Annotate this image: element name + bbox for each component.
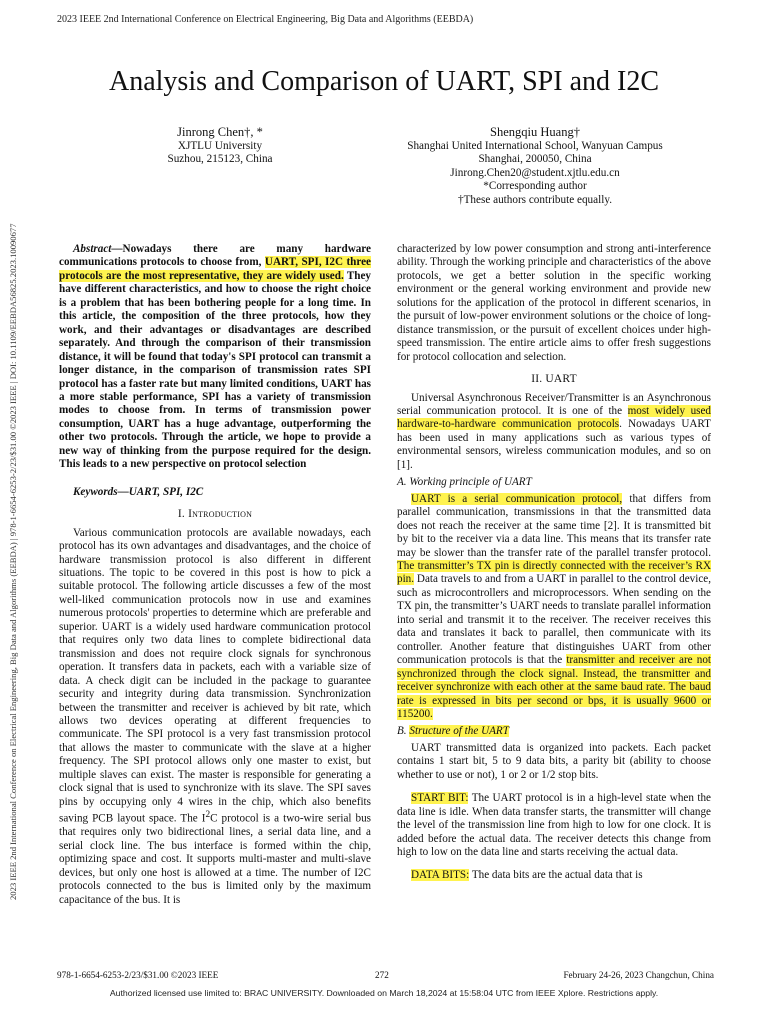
author-email: Jinrong.Chen20@student.xjtlu.edu.cn <box>450 166 620 179</box>
page-number: 272 <box>375 970 389 980</box>
paragraph-text: The UART protocol is in a high-level state when the data line is idle. When data transfer starts, the transmitter will change the level of the transmission line from high to low for one clock. It is added before the actual data. The receiver detects this change from high to low on the data line and starts receiving the actual data. <box>397 792 711 859</box>
author-address: Shanghai, 200050, China <box>478 153 592 166</box>
left-column <box>59 243 371 907</box>
author-block-1 <box>120 126 320 167</box>
working-principle-paragraph <box>397 493 711 722</box>
introduction-paragraph <box>59 527 371 907</box>
section-heading-uart: II. UART <box>531 373 577 386</box>
subsection-heading-structure <box>397 725 711 738</box>
highlight: The transmitter’s TX pin is directly connected with the receiver’s RX pin. <box>397 559 711 586</box>
author-affiliation: Shanghai United International School, Wanyuan Campus <box>407 139 663 152</box>
author-name: Shengqiu Huang† <box>490 125 580 139</box>
structure-paragraph: UART transmitted data is organized into packets. Each packet contains 1 start bit, 5 to 9 data bits, a parity bit (ability to choose whether to use or not), 1 or 2 or 1/2 stop bits. <box>397 741 711 781</box>
footer-isbn: 978-1-6654-6253-2/23/$31.00 ©2023 IEEE <box>57 970 219 980</box>
author-affiliation: XJTLU University <box>177 139 263 152</box>
highlight: UART is a serial communication protocol, <box>411 492 623 505</box>
right-column <box>397 243 711 883</box>
author-block-2 <box>390 126 680 208</box>
introduction-continuation: characterized by low power consumption and strong anti-interference ability. Through the working principle and characteristics of the above protocols, we get a better solution in the specific working environment or the general working environment and provide new solutions for the application of the protocol in different scenarios, in the pursuit of low-power environment solutions or the choice of long-distance transmission, or the pursuit of excellent choices under high-speed transmission. The entire article aims to offer fresh suggestions for protocol collocation and selection. <box>397 243 711 363</box>
data-bits-label: DATA BITS: <box>411 869 470 882</box>
paragraph-text: The data bits are the actual data that is <box>469 869 643 882</box>
paper-title: Analysis and Comparison of UART, SPI and I2C <box>109 66 659 97</box>
paragraph-text: Various communication protocols are available nowadays, each protocol has its own advantages and disadvantages, and the choice of hardware transmission protocol is also different in different situations. The topic to be covered in this post is how to pick a suitable protocol. The following article discusses a few of the most well-liked communication protocols now in use and examines numerous protocols' properties to determine which are preferable and superior. UART is a widely used hardware communication protocol that requires only two data lines to complete bidirectional data transmission and does not require clock signals for synchronous operation. It transfers data in packets, each with a variable size of data. A check digit can be included in the package to guarantee security and integrity during data transmission. Synchronization between the transmitter and receiver is achieved by bit rate, which allows two devices operating at different frequencies to communicate. The SPI protocol is a very fast transmission protocol that allows the master to communicate with the slave at a higher frequency. The SPI protocol allows only one master to exist, but multiple slaves can exist. The master is responsible for generating a clock signal that is used to synchronize with its slave. The SPI saves pins by occupying only 4 wires in the chip, which also benefits saving PCB layout space. The I <box>59 526 371 825</box>
equal-contribution-note: †These authors contribute equally. <box>458 193 612 206</box>
uart-paragraph <box>397 392 711 473</box>
data-bits-paragraph <box>397 869 711 882</box>
start-bit-label: START BIT: <box>411 792 469 805</box>
author-address: Suzhou, 215123, China <box>167 153 273 166</box>
abstract-text: They have different characteristics, and how to choose the right choice is a problem that has been bothering people for a long time. In this article, the composition of the three protocols, how they work, and their advantages or disadvantages are described separately. And through the comparison of their transmission distance, it will be found that today's SPI protocol can transmit a longer distance, in the comparison of transmission rates SPI protocol has a faster rate but many limited conditions, UART has a more stable performance, SPI has a variety of transmission modes to choose from. In terms of transmission power consumption, UART has a huge advantage, outperforming the other two protocols. Through the article, we hope to provide a new way of thinking from the purpose required for the design. This leads to a new perspective on protocol selection <box>59 269 371 471</box>
abstract-text: Nowadays there are many hardware communications protocols to choose from, <box>59 243 371 269</box>
paragraph-text: Data travels to and from a UART in parallel to the control device, such as microcontrollers and microprocessors. When sending on the TX pin, the transmitter’s UART needs to translate parallel information into serial and transmit it to the receiver. The receiver receives this data and translates it back to parallel, then communicate with its controller. Another feature that distinguishes UART from other communication protocols is that the <box>397 573 711 667</box>
subsection-prefix: B. <box>397 725 410 738</box>
doi-sidebar <box>8 120 20 900</box>
start-bit-paragraph <box>397 792 711 859</box>
footer-date-location: February 24-26, 2023 Changchun, China <box>563 970 714 980</box>
doi-sidebar-text: 2023 IEEE 2nd International Conference on Electrical Engineering, Big Data and Algorithms (EEBDA) | 978-1-6654-6253-2/23/$31.00 ©2023 IEEE | DOI: 10.1109/EEBDA56825.2023.10090677 <box>8 223 18 900</box>
keywords: Keywords—UART, SPI, I2C <box>73 485 204 498</box>
highlight: most widely used hardware-to-hardware communication protocols <box>397 404 711 431</box>
paragraph-text: Universal Asynchronous Receiver/Transmitter is an Asynchronous serial communication protocol. It is one of the <box>397 391 711 417</box>
abstract-dash: — <box>111 243 123 255</box>
abstract <box>59 243 371 472</box>
paragraph-text: C protocol is a two-wire serial bus that requires only two bidirectional lines, a serial data line, and a serial clock line. The bus interface is formed within the chip, optimizing space and cost. It supports multi-master and multi-slave devices, but only one host is allowed at a time. The number of I2C protocols connected to the bus is limited only by the maximum capacitance of the bus. It is <box>59 812 371 906</box>
highlight: Structure of the UART <box>409 725 509 738</box>
abstract-heading: Abstract <box>73 243 112 255</box>
highlight: UART, SPI, I2C three protocols are the most representative, they are widely used. <box>59 256 371 282</box>
conference-header: 2023 IEEE 2nd International Conference on Electrical Engineering, Big Data and Algorithms (EEBDA) <box>57 14 474 25</box>
section-heading-introduction: I. Introduction <box>177 508 253 521</box>
corresponding-note: *Corresponding author <box>483 180 587 193</box>
paragraph-text: that differs from parallel communication, transmissions in that the transmitted data does not reach the receiver at the same time [2]. It is transmitted bit by bit to the receiver via a data line. This means that its transfer rate may be slower than the transfer rate of the parallel transfer protocol. <box>397 492 711 559</box>
paragraph-text: . Nowadays UART has been used in many applications such as various types of environmental sensors, wireless communication modules, and so on [1]. <box>397 418 711 471</box>
author-name: Jinrong Chen†, * <box>177 125 263 139</box>
superscript: 2 <box>205 810 211 821</box>
license-notice: Authorized licensed use limited to: BRAC UNIVERSITY. Downloaded on March 18,2024 at 15:58:04 UTC from IEEE Xplore. Restrictions apply. <box>109 988 659 998</box>
subsection-heading-working-principle: A. Working principle of UART <box>397 476 532 489</box>
highlight: transmitter and receiver are not synchronized through the clock signal. Instead, the transmitter and receiver synchronize with each other at the same baud rate. The baud rate is expressed in bits per second or bps, it is usually 9600 or 115200. <box>397 654 711 720</box>
